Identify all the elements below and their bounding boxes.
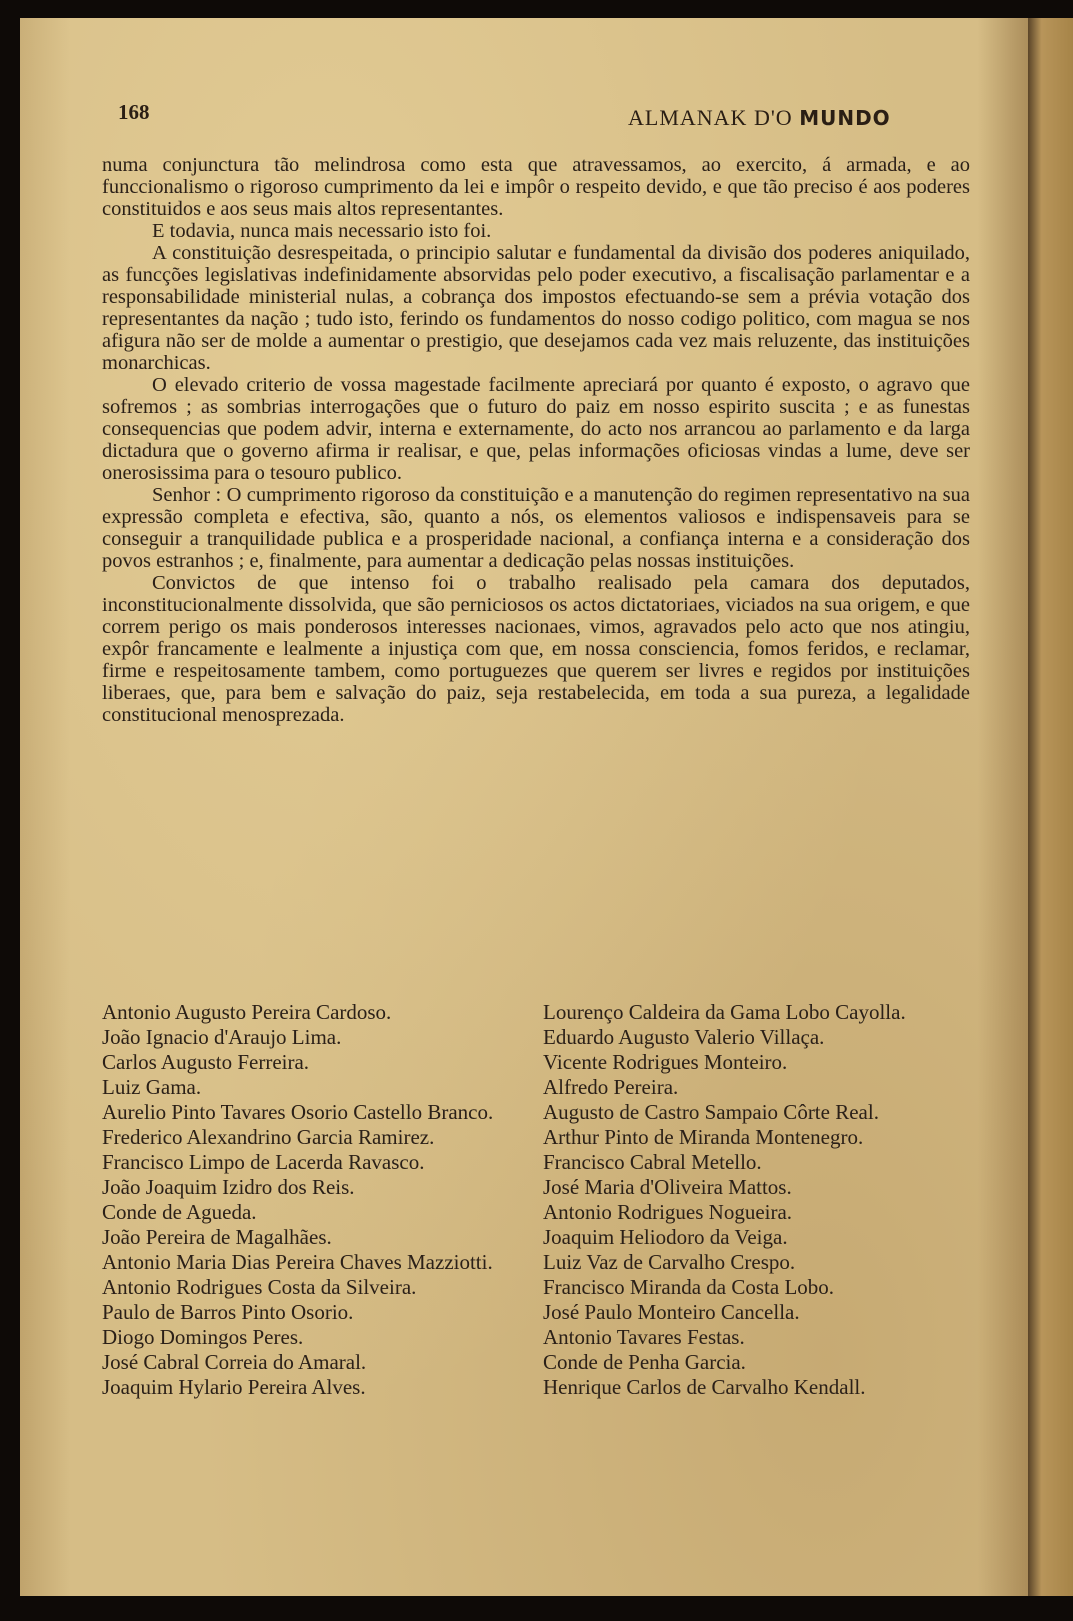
- signature: Antonio Rodrigues Nogueira.: [543, 1200, 793, 1224]
- signature: Carlos Augusto Ferreira.: [102, 1050, 310, 1074]
- signature: Conde de Agueda.: [102, 1200, 257, 1224]
- signature: José Maria d'Oliveira Mattos.: [543, 1175, 792, 1199]
- paragraph: numa conjunctura tão melindrosa como esta que atravessamos, ao exercito, á armada, e ao funccionalismo o rigoroso cumprimento da lei e impôr o respeito devido, e que tão preciso é aos poderes constituidos e aos seus mais altos representantes.: [102, 154, 970, 220]
- next-page-edge: [1028, 18, 1073, 1596]
- signature: Arthur Pinto de Miranda Montenegro.: [543, 1125, 864, 1149]
- signature: Lourenço Caldeira da Gama Lobo Cayolla.: [543, 1000, 906, 1024]
- signature: Antonio Augusto Pereira Cardoso.: [102, 1000, 392, 1024]
- signature: João Pereira de Magalhães.: [102, 1225, 332, 1249]
- paragraph: E todavia, nunca mais necessario isto foi.: [152, 220, 492, 242]
- signature: Joaquim Hylario Pereira Alves.: [102, 1375, 366, 1399]
- signature: Francisco Miranda da Costa Lobo.: [543, 1275, 835, 1299]
- signature: Francisco Cabral Metello.: [543, 1150, 762, 1174]
- signature: Luiz Gama.: [102, 1075, 202, 1099]
- running-title-prefix: ALMANAK D'O: [628, 105, 800, 130]
- signature: Joaquim Heliodoro da Veiga.: [543, 1225, 788, 1249]
- signature: Paulo de Barros Pinto Osorio.: [102, 1300, 354, 1324]
- signature: Antonio Tavares Festas.: [543, 1325, 745, 1349]
- signature: José Cabral Correia do Amaral.: [102, 1350, 367, 1374]
- signature: Frederico Alexandrino Garcia Ramirez.: [102, 1125, 435, 1149]
- paragraph: A constituição desrespeitada, o principio salutar e fundamental da divisão dos poderes aniquilado, as funcções legislativas indefinidamente absorvidas pelo poder executivo, a fiscalisação parlamentar e a responsabilidade ministerial nulas, a cobrança dos impostos efectuando-se sem a prévia votação dos representantes da nação ; tudo isto, ferindo os fundamentos do nosso codigo politico, com magua se nos afigura não ser de molde a aumentar o prestigio, que desejamos cada vez mais reluzente, das instituições monarchicas.: [102, 242, 970, 374]
- book-page: [20, 18, 1028, 1596]
- signature: Aurelio Pinto Tavares Osorio Castello Branco.: [102, 1100, 494, 1124]
- paragraph: Convictos de que intenso foi o trabalho realisado pela camara dos deputados, inconstitucionalmente dissolvida, que são perniciosos os actos dictatoriaes, viciados na sua origem, e que correm perigo os mais ponderosos interesses nacionaes, vimos, agravados pelo acto que nos atingiu, expôr francamente e lealmente a injustiça com que, em nossa consciencia, fomos feridos, e reclamar, firme e respeitosamente tambem, como portuguezes que querem ser livres e regidos por instituições liberaes, que, para bem e salvação do paiz, seja restabelecida, em toda a sua pureza, a legalidade constitucional menosprezada.: [102, 572, 970, 726]
- signature: Luiz Vaz de Carvalho Crespo.: [543, 1250, 796, 1274]
- signature: José Paulo Monteiro Cancella.: [543, 1300, 800, 1324]
- signature: João Joaquim Izidro dos Reis.: [102, 1175, 355, 1199]
- signature: Eduardo Augusto Valerio Villaça.: [543, 1025, 825, 1049]
- signature: Antonio Maria Dias Pereira Chaves Mazziotti.: [102, 1250, 493, 1274]
- signature: Diogo Domingos Peres.: [102, 1325, 304, 1349]
- signature: Alfredo Pereira.: [543, 1075, 679, 1099]
- page-number: 168: [118, 100, 150, 124]
- running-title-bold: MUNDO: [799, 106, 891, 130]
- signatures-left-column: [102, 1001, 529, 1401]
- paragraph: Senhor : O cumprimento rigoroso da constituição e a manutenção do regimen representativo na sua expressão completa e efectiva, são, quanto a nós, os elementos valiosos e indispensaveis para se conseguir a tranquilidade publica e a prosperidade nacional, a confiança interna e a consideração dos povos estranhos ; e, finalmente, para aumentar a dedicação pelas nossas instituições.: [102, 484, 970, 572]
- running-title: [628, 105, 891, 131]
- signature: João Ignacio d'Araujo Lima.: [102, 1025, 342, 1049]
- signature: Henrique Carlos de Carvalho Kendall.: [543, 1375, 866, 1399]
- body-text: [102, 154, 970, 726]
- signature: Antonio Rodrigues Costa da Silveira.: [102, 1275, 417, 1299]
- signature: Augusto de Castro Sampaio Côrte Real.: [543, 1100, 879, 1124]
- signatures-right-column: [543, 1001, 970, 1401]
- signature: Conde de Penha Garcia.: [543, 1350, 746, 1374]
- page-header: [20, 88, 1028, 128]
- signatures: [102, 1001, 970, 1401]
- signature: Vicente Rodrigues Monteiro.: [543, 1050, 788, 1074]
- signature: Francisco Limpo de Lacerda Ravasco.: [102, 1150, 425, 1174]
- paragraph: O elevado criterio de vossa magestade facilmente apreciará por quanto é exposto, o agravo que sofremos ; as sombrias interrogações que o futuro do paiz em nosso espirito suscita ; e as funestas consequencias que podem advir, interna e externamente, do acto nos arrancou ao parlamento e da larga dictadura que o governo afirma ir realisar, e que, pelas informações oficiosas vindas a lume, deve ser onerosissima para o tesouro publico.: [102, 374, 970, 484]
